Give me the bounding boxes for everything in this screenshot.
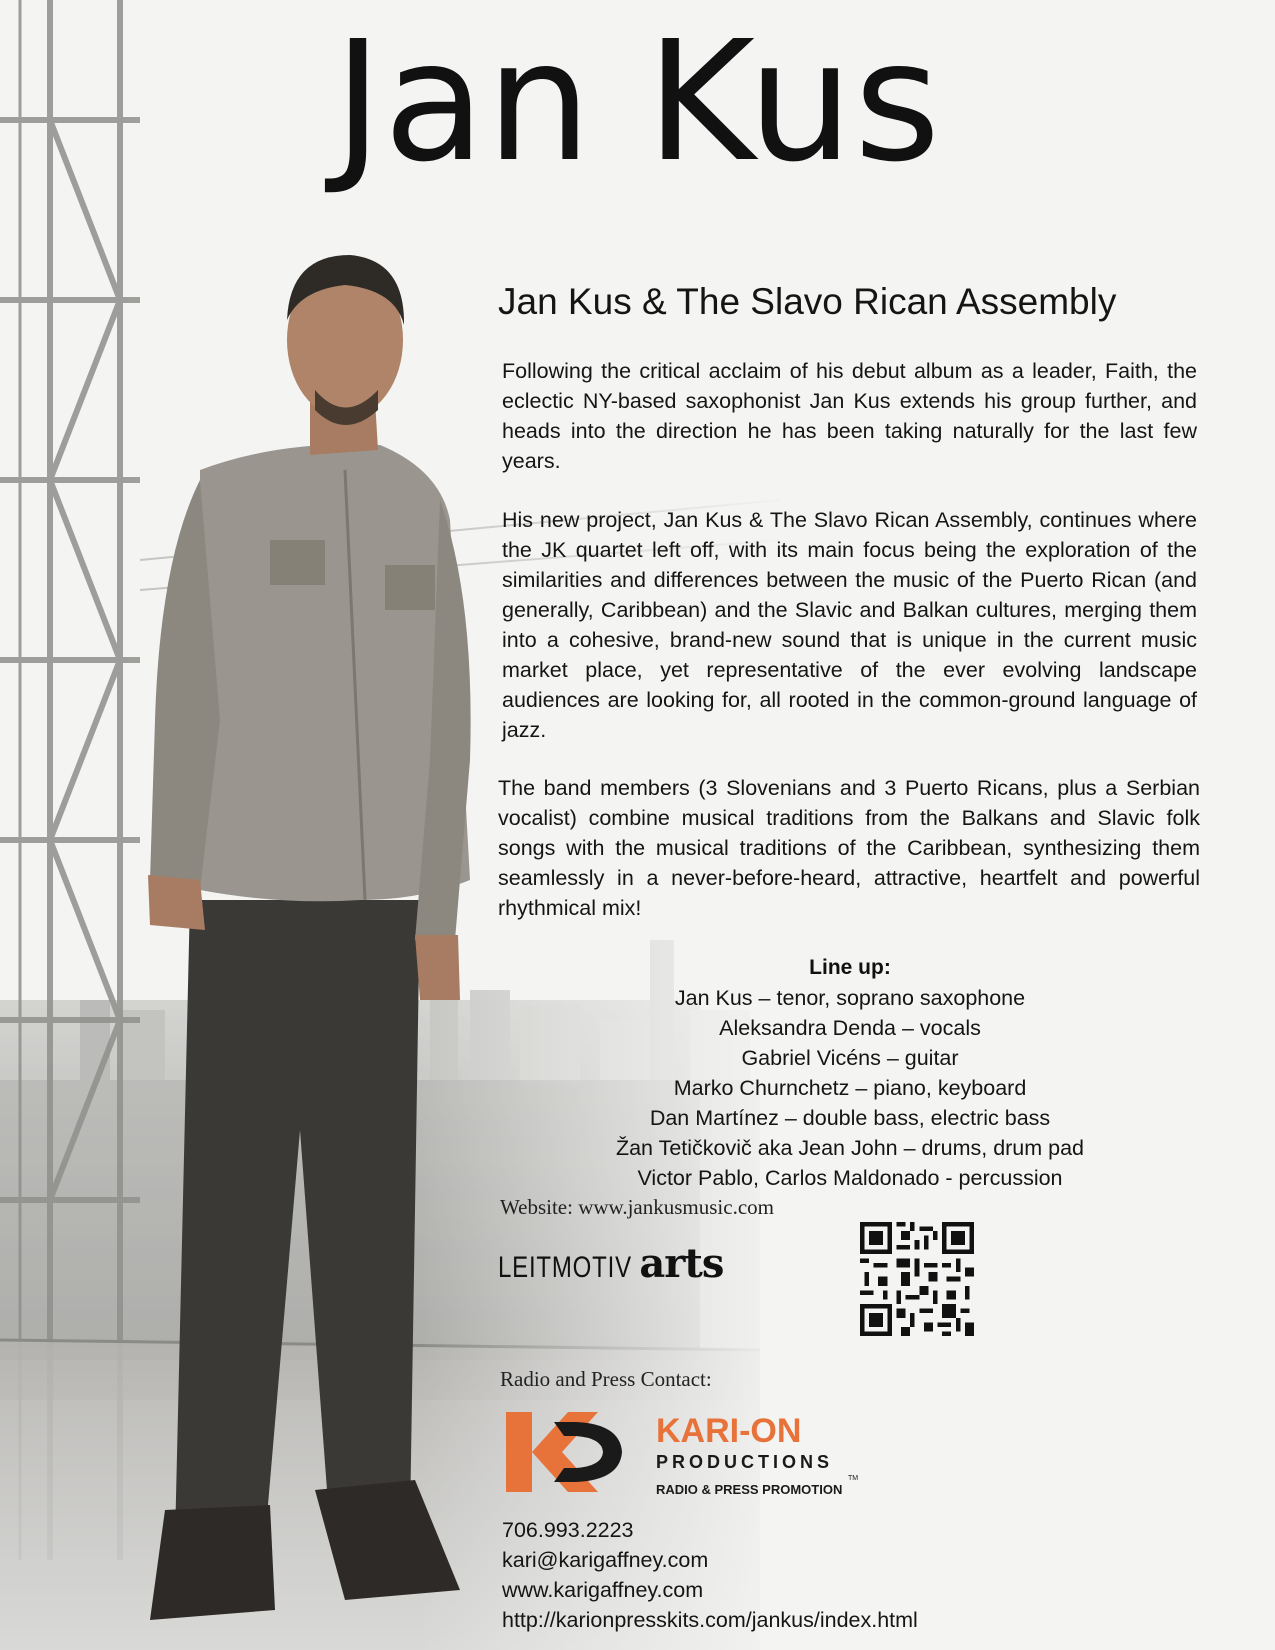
lineup-heading: Line up:	[809, 956, 891, 979]
page-title: Jan Kus	[333, 6, 942, 199]
press-contact-label: Radio and Press Contact:	[500, 1367, 712, 1391]
contact-presskit-url[interactable]: http://karionpresskits.com/jankus/index.html	[502, 1608, 918, 1632]
contact-details	[502, 1515, 918, 1635]
kari-on-productions: PRODUCTIONS	[656, 1452, 834, 1472]
lineup-member: Žan Tetičkovič aka Jean John – drums, drum pad	[615, 1136, 1085, 1160]
lineup-list	[560, 983, 1140, 1193]
lineup-member: Dan Martínez – double bass, electric bass	[649, 1106, 1051, 1130]
lineup-section	[560, 953, 1140, 1193]
leitmotiv-arts-logo	[498, 1240, 723, 1286]
kari-on-trademark: TM	[848, 1475, 859, 1482]
contact-phone[interactable]: 706.993.2223	[502, 1518, 634, 1542]
ko-monogram-icon	[506, 1412, 622, 1492]
qr-code[interactable]	[860, 1222, 974, 1336]
kari-on-name: KARI-ON	[656, 1412, 802, 1450]
paragraph-band: The band members (3 Slovenians and 3 Puerto Ricans, plus a Serbian vocalist) combine musical traditions from the Balkans and Slavic folk songs with the musical traditions of the Caribbean, synthesizing them seamlessly in a never-before-heard, attractive, heartfelt and powerful rhythmical mix!	[498, 776, 1200, 920]
lineup-member: Aleksandra Denda – vocals	[719, 1016, 981, 1040]
lineup-member: Victor Pablo, Carlos Maldonado - percussion	[637, 1166, 1063, 1190]
lineup-member: Gabriel Vicéns – guitar	[741, 1046, 959, 1070]
logo-text-leitmotiv: LEITMOTIV	[498, 1251, 632, 1284]
website-link[interactable]: Website: www.jankusmusic.com	[500, 1195, 774, 1219]
paragraph-intro: Following the critical acclaim of his debut album as a leader, Faith, the eclectic NY-based saxophonist Jan Kus extends his group further, and heads into the direction he has been taking naturally for the last few years.	[502, 359, 1197, 473]
lineup-member: Jan Kus – tenor, soprano saxophone	[674, 986, 1026, 1010]
logo-text-arts: arts	[639, 1240, 724, 1287]
kari-on-tagline: RADIO & PRESS PROMOTION	[656, 1482, 843, 1497]
contact-email[interactable]: kari@karigaffney.com	[502, 1548, 709, 1572]
project-subtitle: Jan Kus & The Slavo Rican Assembly	[498, 281, 1117, 322]
kari-on-productions-logo	[506, 1408, 876, 1504]
paragraph-project: His new project, Jan Kus & The Slavo Rican Assembly, continues where the JK quartet left off, with its main focus being the exploration of the similarities and differences between the music of the Puerto Rican (and generally, Caribbean) and the Slavic and Balkan cultures, merging them into a cohesive, brand-new sound that is unique in the current music market place, yet representative of the ever evolving landscape audiences are looking for, all rooted in the common-ground language of jazz.	[502, 508, 1197, 742]
lineup-member: Marko Churnchetz – piano, keyboard	[673, 1076, 1027, 1100]
contact-website[interactable]: www.karigaffney.com	[502, 1578, 704, 1602]
